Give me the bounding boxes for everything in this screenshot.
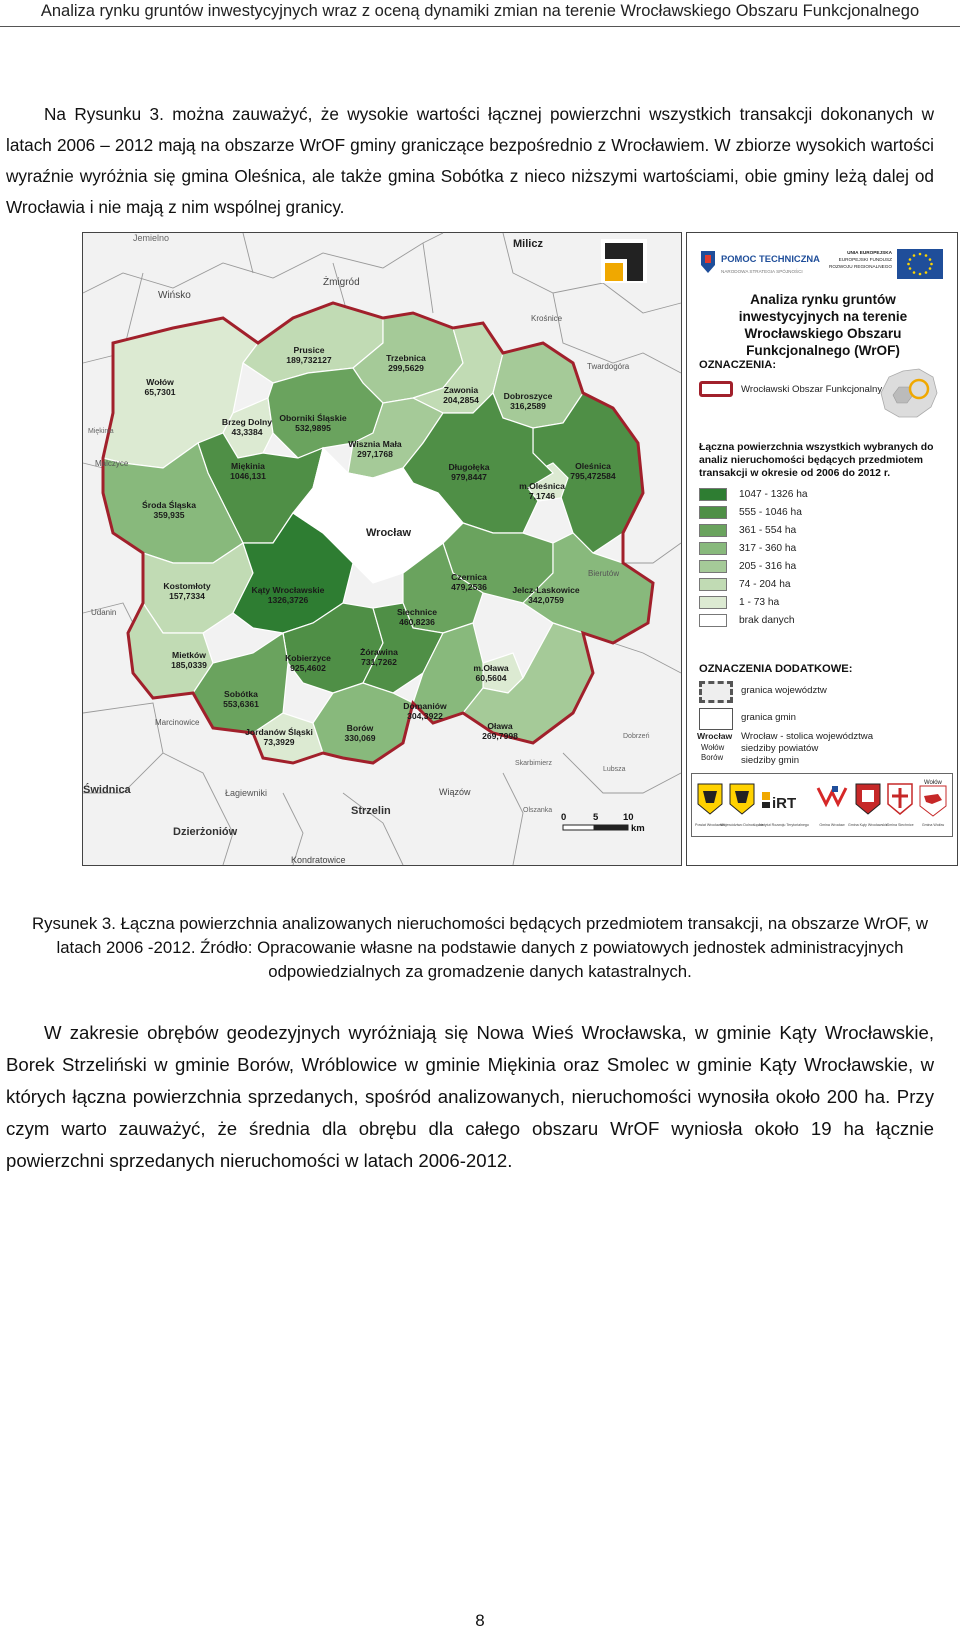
outside-label: Olszanka xyxy=(523,807,553,814)
crest-icon xyxy=(920,780,946,816)
outside-label: Malczyce xyxy=(95,459,129,468)
scale-tick: 10 xyxy=(623,812,634,823)
gmina-value: 553,6361 xyxy=(223,699,259,709)
gmina-value: 189,732127 xyxy=(286,355,332,365)
scale-tick: 0 xyxy=(561,812,567,823)
gmina-value: 60,5604 xyxy=(475,673,507,683)
logo-caption: Województwo Dolnośląskie xyxy=(720,823,764,827)
program-logo-sub: NARODOWA STRATEGIA SPÓJNOŚCI xyxy=(721,269,803,274)
eu-text: EUROPEJSKI FUNDUSZ xyxy=(838,257,892,262)
voivodeship-border-swatch xyxy=(699,681,733,703)
class-row xyxy=(699,523,796,537)
class-label: 555 - 1046 ha xyxy=(739,506,802,518)
paragraph-1-text: Na Rysunku 3. można zauważyć, że wysokie wartości łącznej powierzchni wszystkich transakcji dokonanych w latach 2006 – 2012 mają na obszarze WrOF gminy graniczące bezpośrednio z Wrocławiem. W zbiorze wysokich wartości wyraźnie wyróżnia się gmina Oleśnica, ale także gmina Sobótka z nieco niższymi wartościami, obie gminy leżą dalej od Wrocławia i nie mają z nim wspólnej granicy. xyxy=(6,104,934,218)
gmina-name: Siechnice xyxy=(396,607,438,617)
legend-panel xyxy=(686,232,958,866)
gmina-value: 204,2854 xyxy=(443,395,479,405)
eu-logo-mark xyxy=(828,245,949,281)
symbol-label: Wołów xyxy=(701,743,725,752)
gmina-name: Oleśnica xyxy=(575,461,611,471)
gmina-name: Oława xyxy=(487,721,513,731)
gmina-value: 925,4602 xyxy=(290,663,326,673)
crest-icon xyxy=(856,784,880,814)
gmina-value: 304,3922 xyxy=(407,711,443,721)
logo-caption: Gmina Wrocław xyxy=(819,823,845,827)
gmina-value: 330,069 xyxy=(344,733,376,743)
class-swatch xyxy=(699,524,727,537)
gmina-value: 185,0339 xyxy=(171,660,207,670)
class-swatch xyxy=(699,506,727,519)
gmina-name: Sobótka xyxy=(224,689,258,699)
class-label: 1047 - 1326 ha xyxy=(739,488,808,500)
logos-strip xyxy=(691,773,953,837)
gmina-value: 7,1746 xyxy=(528,491,556,501)
outside-label: Strzelin xyxy=(351,805,391,817)
wrof-swatch xyxy=(699,381,733,397)
gmina-name: Borów xyxy=(346,723,374,733)
gmina-value: 479,2536 xyxy=(451,582,487,592)
outside-label: Wiązów xyxy=(439,787,471,797)
gmina-value: 297,1768 xyxy=(357,449,393,459)
logo-caption: Powiat Wrocławski xyxy=(695,823,725,827)
gmina-value: 795,472584 xyxy=(570,471,616,481)
gmina-name: Jordanów Śląski xyxy=(245,727,313,737)
gmina-value: 299,5629 xyxy=(388,363,424,373)
additional-label: Wrocław - stolica województwa xyxy=(741,731,874,742)
gmina-value: 731,7262 xyxy=(361,657,397,667)
legend-title: Analiza rynku gruntów inwestycyjnych na terenie Wrocławskiego Obszaru Funkcjonalnego (WrOF) xyxy=(738,292,908,358)
crest-icon xyxy=(698,784,722,814)
map-svg xyxy=(83,233,681,865)
paragraph-2-text: W zakresie obrębów geodezyjnych wyróżniają się Nowa Wieś Wrocławska, w gminie Kąty Wrocławskie, Borek Strzeliński w gminie Borów, Wróblowice w gminie Miękinia oraz Smolec w gminie Kąty Wrocławskie, w których łączna powierzchnia sprzedanych, spośród analizowanych, nieruchomości wynosiła około 200 ha. Przy czym warto zauważyć, że średnia dla obrębu dla całego obszaru WrOF wyniosła około 19 ha łącznie powierzchni sprzedanych nieruchomości w latach 2006-2012. xyxy=(6,1021,934,1171)
class-label: 205 - 316 ha xyxy=(739,560,797,572)
outside-label: Miękinia xyxy=(88,428,114,435)
gmina-value: 532,9895 xyxy=(295,423,331,433)
gmina-name: Brzeg Dolny xyxy=(221,417,273,427)
gmina-name: Jelcz-Laskowice xyxy=(512,585,580,595)
gmina-value: 157,7334 xyxy=(169,591,205,601)
outside-label: Skarbimierz xyxy=(515,760,552,767)
gmina-name: Miękinia xyxy=(231,461,265,471)
outside-label: Milicz xyxy=(513,238,543,250)
outside-label: Kondratowice xyxy=(291,855,346,865)
classes-heading: Łączna powierzchnia wszystkich wybranych do analiz nieruchomości będących przedmiotem transakcji w okresie od 2006 do 2012 r. xyxy=(699,442,934,479)
outside-label: Marcinowice xyxy=(155,718,200,727)
logos-svg xyxy=(692,774,952,836)
logo-caption: Gmina Siechnice xyxy=(886,823,914,827)
figure-caption: Rysunek 3. Łączna powierzchnia analizowanych nieruchomości będących przedmiotem transakcji, na obszarze WrOF, w latach 2006 -2012. Źródło: Opracowanie własne na podstawie danych z powiatowych jednostek administracyjnych odpowiedzialnych za gromadzenie danych katastralnych. xyxy=(31,914,929,981)
irt-text: iRT xyxy=(772,795,797,812)
gmina-name: Mietków xyxy=(172,650,206,660)
class-row xyxy=(699,487,808,501)
wrof-label: Wrocławski Obszar Funkcjonalny xyxy=(741,384,883,395)
crest-icon xyxy=(888,784,912,814)
gmina-name: Zawonia xyxy=(443,385,479,395)
class-row xyxy=(699,613,795,627)
crest-icon xyxy=(730,784,754,814)
map-panel xyxy=(82,232,682,866)
program-logo-text: POMOC TECHNICZNA xyxy=(721,253,820,264)
gmina-name: Kostomłoty xyxy=(163,581,211,591)
outside-label: Bierutów xyxy=(588,569,620,578)
program-logo xyxy=(697,245,820,281)
markings-heading: OZNACZENIA: xyxy=(699,359,777,371)
gmina-name: Domaniów xyxy=(403,701,447,711)
additional-label: siedziby powiatów xyxy=(741,743,819,754)
logo-caption: Gmina Kąty Wrocławskie xyxy=(848,823,888,827)
eu-logo xyxy=(828,245,949,281)
page-number: 8 xyxy=(475,1611,485,1630)
class-swatch xyxy=(699,614,727,627)
logo-captions xyxy=(695,823,944,827)
outside-label: Świdnica xyxy=(83,784,131,796)
outside-label: Twardogóra xyxy=(587,362,630,371)
gmina-name: Dobroszyce xyxy=(503,391,553,401)
wroclaw-logo xyxy=(818,786,846,804)
gmina-name: Trzebnica xyxy=(386,353,426,363)
outside-label: Dobrzeń xyxy=(623,733,650,740)
gmina-value: 979,8447 xyxy=(451,472,487,482)
class-swatch xyxy=(699,488,727,501)
gmina-name: Długołęka xyxy=(448,462,490,472)
gmina-name: Kobierzyce xyxy=(285,653,331,663)
city-label: Wrocław xyxy=(366,527,412,539)
additional-heading: OZNACZENIA DODATKOWE: xyxy=(699,663,853,675)
gmina-value: 342,0759 xyxy=(528,595,564,605)
gmina-name: Prusice xyxy=(293,345,325,355)
class-row xyxy=(699,559,796,573)
gmina-name: Żórawina xyxy=(360,647,398,657)
logo-caption: Instytut Rozwoju Terytorialnego xyxy=(759,823,809,827)
eu-text: ROZWOJU REGIONALNEGO xyxy=(828,264,892,269)
gmina-name: Wołów xyxy=(146,377,174,387)
class-swatch xyxy=(699,578,727,591)
map-corner-logo xyxy=(601,239,647,283)
gmina-name: m.Oleśnica xyxy=(519,481,565,491)
gmina-border-swatch xyxy=(699,708,733,730)
gmina-value: 1046,131 xyxy=(230,471,266,481)
gmina-name: Kąty Wrocławskie xyxy=(251,585,325,595)
class-swatch xyxy=(699,560,727,573)
outside-label: Wińsko xyxy=(158,290,191,301)
locator-map xyxy=(873,363,943,423)
running-header: Analiza rynku gruntów inwestycyjnych wraz z oceną dynamiki zmian na terenie Wrocławskiego Obszaru Funkcjonalnego xyxy=(40,2,920,20)
outside-label: Dzierżoniów xyxy=(173,826,238,838)
gmina-name: Wisznia Mała xyxy=(348,439,402,449)
symbol-label: Borów xyxy=(701,753,724,762)
symbol-label: Wrocław xyxy=(697,731,733,741)
program-logo-mark xyxy=(697,245,820,281)
outside-label: Jemielno xyxy=(133,233,170,243)
class-row xyxy=(699,541,796,555)
outside-label: Łagiewniki xyxy=(225,788,268,798)
outside-label: Krośnice xyxy=(531,314,563,323)
scale-unit: km xyxy=(631,823,645,834)
class-label: 317 - 360 ha xyxy=(739,542,797,554)
logo-caption: Gmina Wołów xyxy=(921,823,945,827)
scale-tick: 5 xyxy=(593,812,599,823)
class-row xyxy=(699,505,802,519)
header-rule xyxy=(0,26,960,27)
eu-text: UNIA EUROPEJSKA xyxy=(847,250,892,255)
additional-label: siedziby gmin xyxy=(741,755,800,766)
class-label: 74 - 204 ha xyxy=(739,578,791,590)
gmina-value: 460,8236 xyxy=(399,617,435,627)
gmina-value: 65,7301 xyxy=(144,387,176,397)
gmina-value: 1326,3726 xyxy=(267,595,309,605)
class-label: 1 - 73 ha xyxy=(739,596,780,608)
gmina-value: 73,3929 xyxy=(263,737,295,747)
outside-label: Żmigród xyxy=(323,277,360,288)
gmina-name: Środa Śląska xyxy=(142,500,196,510)
gmina-value: 269,7998 xyxy=(482,731,518,741)
class-row xyxy=(699,595,779,609)
class-row xyxy=(699,577,791,591)
gmina-value: 43,3384 xyxy=(231,427,263,437)
class-swatch xyxy=(699,596,727,609)
gmina-value: 316,2589 xyxy=(510,401,546,411)
class-label: brak danych xyxy=(739,614,795,626)
gmina-name: Oborniki Śląskie xyxy=(279,413,347,423)
outside-label: Lubsza xyxy=(603,766,626,773)
irt-logo xyxy=(762,792,796,812)
gmina-name: Czernica xyxy=(451,572,487,582)
paragraph-1 xyxy=(6,99,934,223)
outside-label: Udanin xyxy=(91,608,117,617)
wolow-text: Wołów xyxy=(924,780,942,786)
figure-map xyxy=(82,232,958,866)
additional-label: granica województw xyxy=(741,685,827,696)
class-label: 361 - 554 ha xyxy=(739,524,797,536)
gmina-name: m.Oława xyxy=(473,663,509,673)
additional-label: granica gmin xyxy=(741,712,796,723)
paragraph-2 xyxy=(6,1017,934,1177)
class-swatch xyxy=(699,542,727,555)
gmina-value: 359,935 xyxy=(153,510,185,520)
